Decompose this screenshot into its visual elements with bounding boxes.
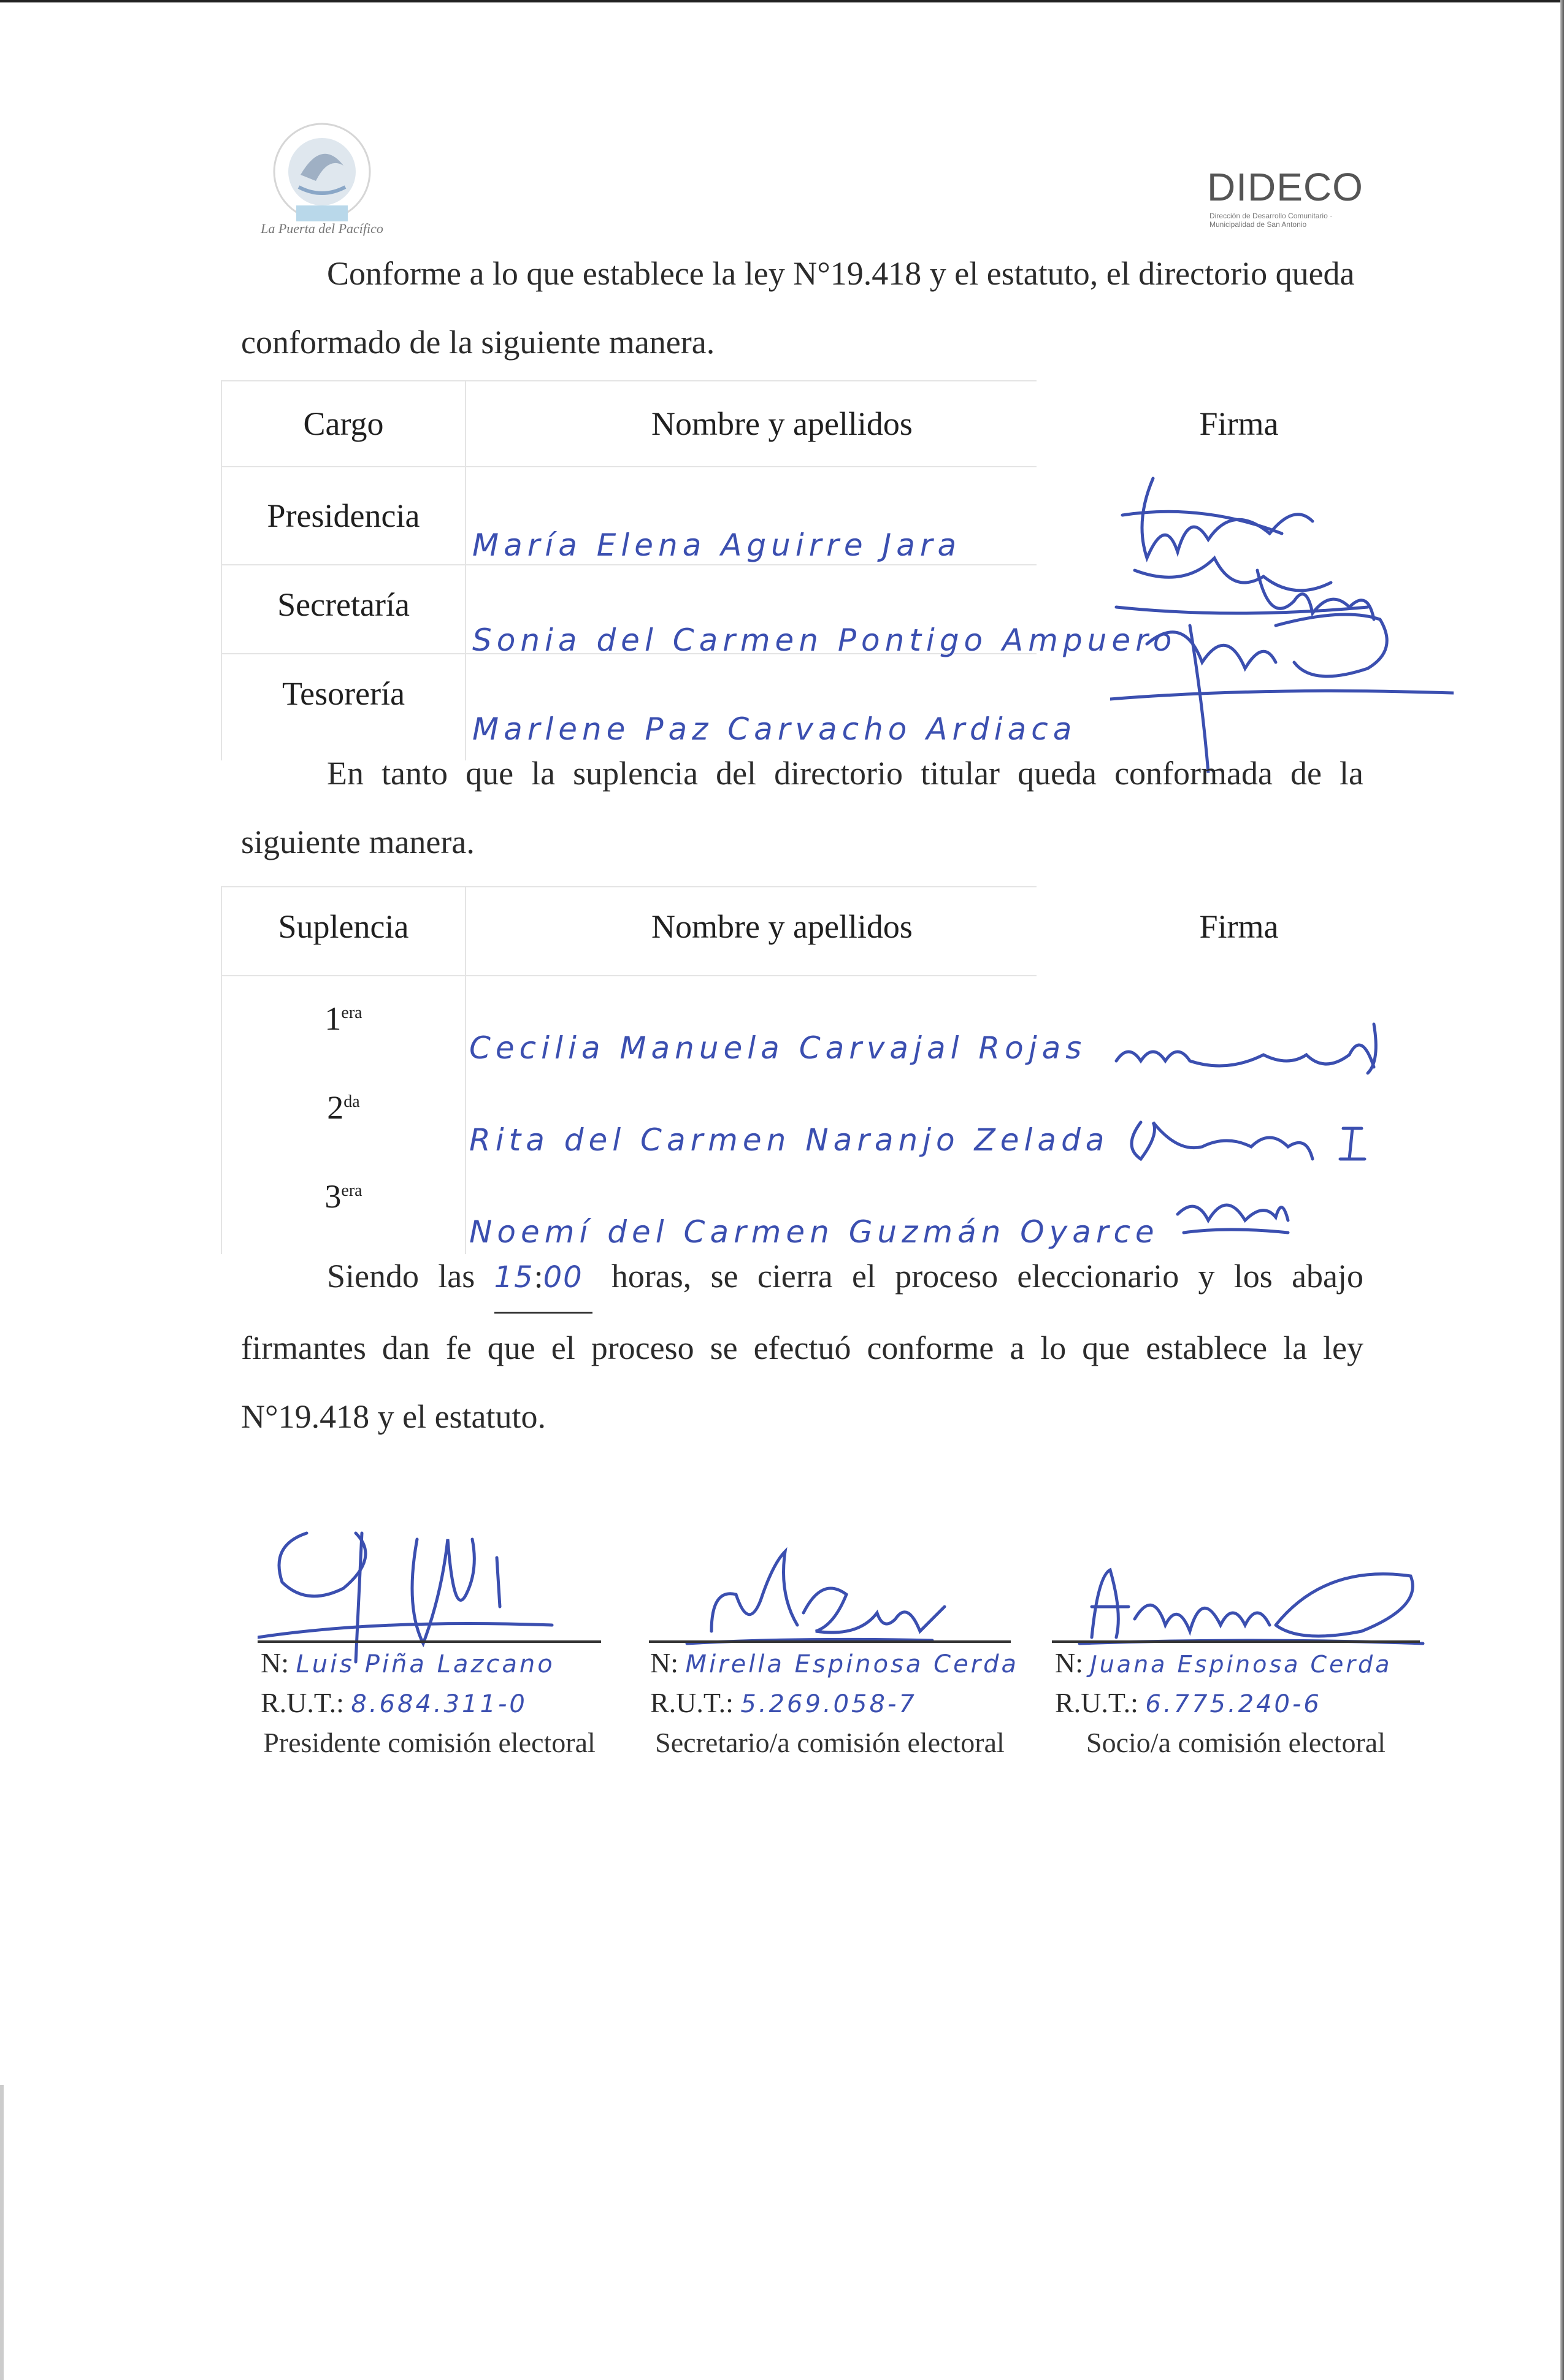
substitute-signatures	[1104, 1006, 1411, 1263]
scan-edge-left	[0, 2085, 4, 2380]
signatory-1-name-row	[261, 1647, 555, 1679]
scan-edge-top	[0, 0, 1564, 2]
sub-order-2	[221, 1089, 466, 1127]
signatory-1-role: Presidente comisión electoral	[263, 1727, 596, 1758]
signatory-3-rut-row	[1055, 1686, 1322, 1719]
closing-minute: 00	[543, 1260, 583, 1295]
signatory-3-name: Juana Espinosa Cerda	[1090, 1651, 1392, 1678]
signature-secretary	[675, 1539, 994, 1662]
board-name-presidencia: María Elena Aguirre Jara	[472, 527, 962, 563]
signatory-2-rut: 5.269.058-7	[740, 1690, 917, 1718]
signature-president	[258, 1521, 601, 1668]
signature-line-member	[1052, 1640, 1420, 1643]
signatory-2-role: Secretario/a comisión electoral	[655, 1727, 1005, 1758]
board-header-cargo: Cargo	[303, 405, 384, 442]
signatory-2-name-row	[650, 1647, 1019, 1679]
closing-after-time: horas, se cierra el proceso eleccionario y los abajo	[611, 1258, 1364, 1295]
board-cargo-secretaria: Secretaría	[277, 586, 410, 623]
closing-line-2: firmantes dan fe que el proceso se efectuó conforme a lo que establece la ley	[241, 1330, 1363, 1366]
signatory-2-n-label: N:	[650, 1647, 678, 1678]
board-header-firma: Firma	[1199, 405, 1279, 442]
scan-edge-right	[1560, 0, 1564, 2380]
sub-name-1: Cecilia Manuela Carvajal Rojas	[469, 1030, 1087, 1066]
sub-order-1-num: 1	[324, 1000, 342, 1037]
sub-order-2-num: 2	[327, 1089, 344, 1126]
signatory-1-name: Luis Piña Lazcano	[296, 1650, 555, 1678]
dideco-logo: DIDECO	[1207, 165, 1363, 209]
sub-order-1-suffix: era	[341, 1003, 362, 1022]
sub-order-1	[221, 1000, 466, 1038]
signatory-2-name: Mirella Espinosa Cerda	[685, 1650, 1019, 1678]
board-signatures	[1110, 466, 1454, 773]
closing-prefix: Siendo las	[327, 1258, 475, 1295]
signatory-1-n-label: N:	[261, 1647, 289, 1678]
closing-time: 15:00	[494, 1242, 592, 1314]
substitute-line-1: En tanto que la suplencia del directorio titular queda conformada de la	[327, 755, 1363, 792]
signatory-3-role: Socio/a comisión electoral	[1086, 1727, 1386, 1758]
sub-name-2: Rita del Carmen Naranjo Zelada	[469, 1122, 1110, 1158]
board-header-nombre: Nombre y apellidos	[651, 405, 913, 442]
board-cargo-tesoreria: Tesorería	[282, 675, 405, 712]
intro-line-1: Conforme a lo que establece la ley N°19.418 y el estatuto, el directorio queda	[327, 255, 1355, 292]
dideco-logo-subtitle: Dirección de Desarrollo Comunitario · Municipalidad de San Antonio	[1209, 212, 1333, 229]
intro-paragraph	[241, 239, 1363, 377]
board-cargo-presidencia: Presidencia	[267, 497, 420, 534]
board-name-secretaria: Sonia del Carmen Pontigo Ampuero	[472, 622, 1177, 658]
signatory-3-name-row	[1055, 1647, 1392, 1679]
sub-name-3: Noemí del Carmen Guzmán Oyarce	[469, 1214, 1159, 1250]
signature-line-president	[258, 1640, 601, 1643]
substitute-line-2: siguiente manera.	[241, 824, 475, 860]
signature-line-secretary	[649, 1640, 1011, 1643]
sub-order-3-num: 3	[324, 1178, 342, 1215]
signatory-3-rut: 6.775.240-6	[1145, 1690, 1322, 1718]
sub-header-nombre: Nombre y apellidos	[651, 908, 913, 945]
logo-tagline: La Puerta del Pacífico	[261, 221, 383, 236]
board-name-tesoreria: Marlene Paz Carvacho Ardiaca	[472, 711, 1077, 747]
closing-line-3: N°19.418 y el estatuto.	[241, 1398, 546, 1435]
sub-order-3-suffix: era	[341, 1181, 362, 1200]
signatory-1-rut-row	[261, 1686, 527, 1719]
closing-hour: 15	[494, 1260, 534, 1295]
sub-header-suplencia: Suplencia	[278, 908, 409, 945]
signatory-1-rut: 8.684.311-0	[351, 1690, 527, 1718]
signatory-2-rut-row	[650, 1686, 917, 1719]
sub-header-firma: Firma	[1199, 908, 1279, 945]
substitute-paragraph	[241, 739, 1363, 876]
closing-paragraph	[241, 1242, 1363, 1451]
signatory-2-rut-label: R.U.T.:	[650, 1687, 734, 1718]
signatory-3-rut-label: R.U.T.:	[1055, 1687, 1138, 1718]
intro-line-2: conformado de la siguiente manera.	[241, 324, 715, 361]
sub-order-3	[221, 1177, 466, 1215]
signatory-1-rut-label: R.U.T.:	[261, 1687, 344, 1718]
sub-order-2-suffix: da	[343, 1092, 360, 1111]
signatory-3-n-label: N:	[1055, 1647, 1083, 1678]
